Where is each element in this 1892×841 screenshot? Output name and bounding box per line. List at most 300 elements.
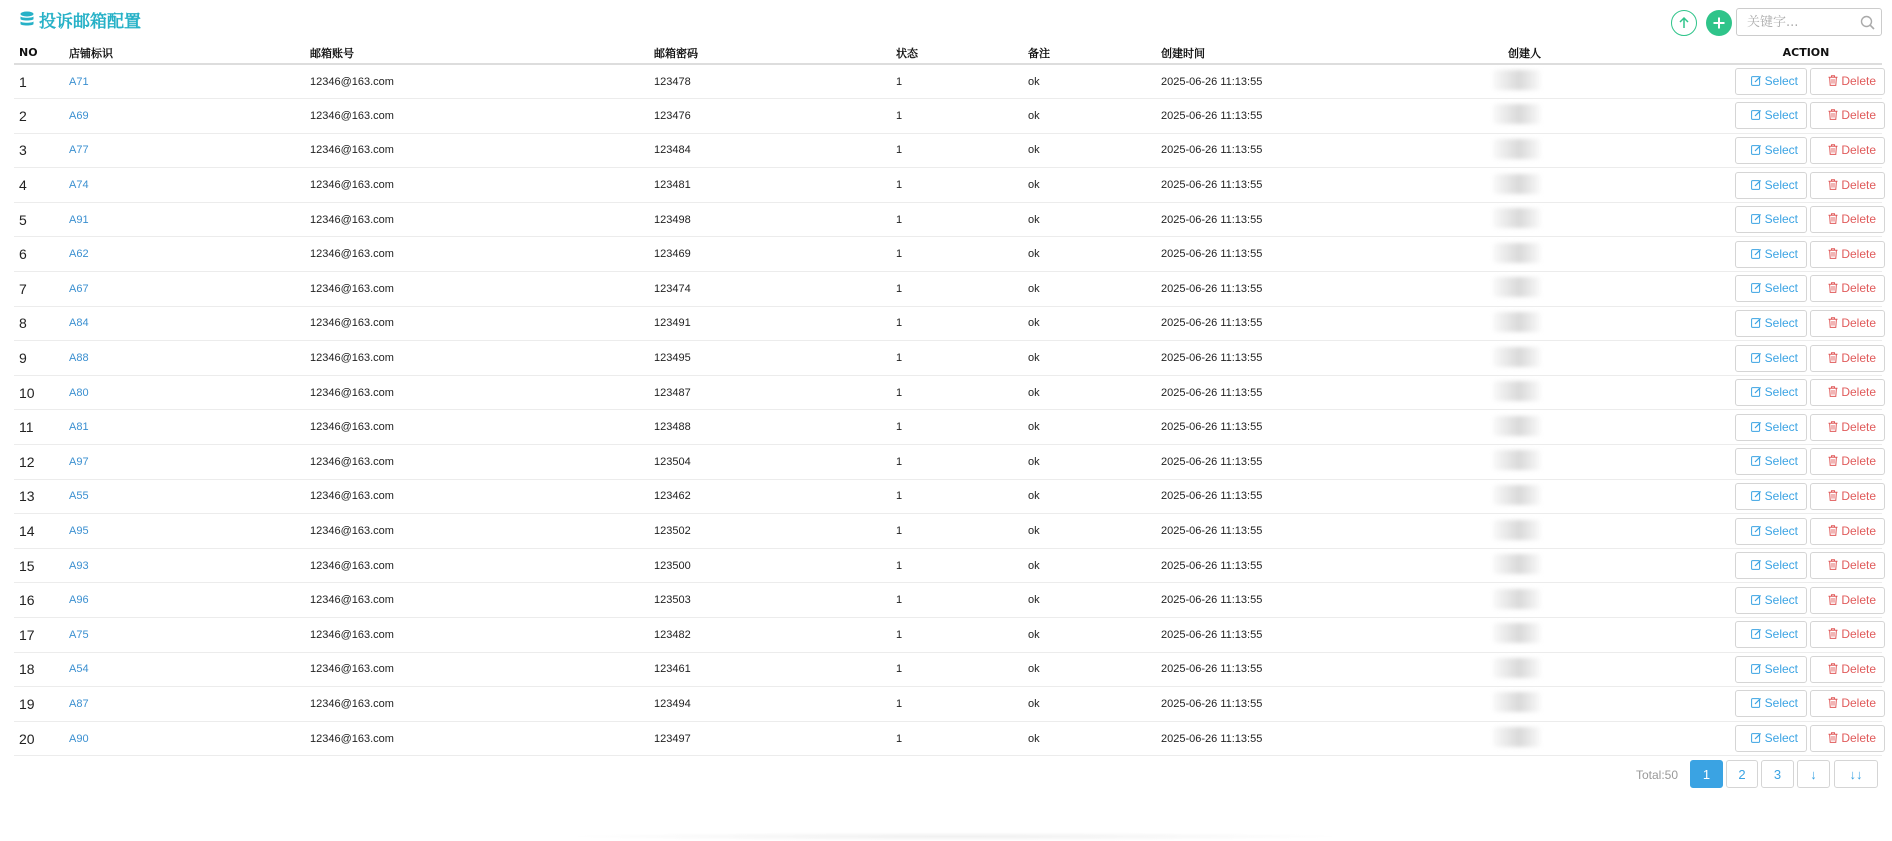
shop-link[interactable]: A55 (69, 490, 89, 503)
cell-no: 3 (14, 133, 64, 168)
page-title (19, 7, 141, 32)
cell-shop (64, 64, 305, 99)
column-header-email: 邮箱账号 (305, 42, 649, 64)
cell-creator (1500, 548, 1730, 583)
cell-creator (1500, 99, 1730, 134)
cell-action (1730, 652, 1882, 687)
edit-icon (1751, 525, 1762, 536)
cell-creator (1500, 687, 1730, 722)
cell-remark: ok (1023, 687, 1156, 722)
creator-redacted (1493, 589, 1541, 609)
delete-button[interactable] (1810, 310, 1885, 337)
cell-shop (64, 514, 305, 549)
cell-no: 11 (14, 410, 64, 445)
page-title-text: 投诉邮箱配置 (39, 12, 141, 32)
cell-creator (1500, 583, 1730, 618)
delete-button[interactable] (1810, 656, 1885, 683)
shop-link[interactable]: A95 (69, 525, 89, 538)
column-header-status: 状态 (891, 42, 1023, 64)
database-icon (19, 11, 35, 29)
delete-button[interactable] (1810, 483, 1885, 510)
table-row (14, 272, 1882, 307)
cell-action (1730, 375, 1882, 410)
cell-created-time: 2025-06-26 11:13:55 (1156, 202, 1500, 237)
cell-email: 12346@163.com (305, 445, 649, 480)
cell-email: 12346@163.com (305, 341, 649, 376)
column-header-created-time: 创建时间 (1156, 42, 1500, 64)
cell-email: 12346@163.com (305, 687, 649, 722)
creator-redacted (1493, 347, 1541, 367)
cell-remark: ok (1023, 306, 1156, 341)
cell-shop (64, 479, 305, 514)
cell-remark: ok (1023, 445, 1156, 480)
table-row (14, 687, 1882, 722)
delete-label: Delete (1841, 385, 1876, 400)
trash-icon (1828, 490, 1838, 501)
select-label: Select (1764, 212, 1798, 227)
select-button[interactable] (1735, 206, 1807, 233)
cell-no: 6 (14, 237, 64, 272)
select-button[interactable] (1735, 102, 1807, 129)
trash-icon (1828, 282, 1838, 293)
edit-icon (1751, 248, 1762, 259)
shop-link[interactable]: A90 (69, 732, 89, 745)
cell-shop (64, 341, 305, 376)
cell-created-time: 2025-06-26 11:13:55 (1156, 548, 1500, 583)
trash-icon (1828, 75, 1838, 86)
shop-link[interactable]: A91 (69, 213, 89, 226)
shop-link[interactable]: A75 (69, 628, 89, 641)
cell-password: 123462 (649, 479, 891, 514)
cell-creator (1500, 479, 1730, 514)
upload-button[interactable] (1671, 10, 1697, 36)
cell-email: 12346@163.com (305, 375, 649, 410)
cell-creator (1500, 410, 1730, 445)
cell-password: 123461 (649, 652, 891, 687)
trash-icon (1828, 317, 1838, 328)
cell-action (1730, 272, 1882, 307)
cell-action (1730, 687, 1882, 722)
cell-creator (1500, 341, 1730, 376)
select-label: Select (1764, 661, 1798, 676)
edit-icon (1751, 352, 1762, 363)
cell-remark: ok (1023, 202, 1156, 237)
cell-shop (64, 375, 305, 410)
cell-created-time: 2025-06-26 11:13:55 (1156, 687, 1500, 722)
delete-button[interactable] (1810, 172, 1885, 199)
cell-created-time: 2025-06-26 11:13:55 (1156, 168, 1500, 203)
creator-redacted (1493, 208, 1541, 228)
shop-link[interactable]: A80 (69, 386, 89, 399)
page-button-3[interactable]: 3 (1761, 760, 1794, 788)
cell-shop (64, 583, 305, 618)
edit-icon (1751, 109, 1762, 120)
edit-icon (1751, 455, 1762, 466)
cell-shop (64, 168, 305, 203)
cell-password: 123495 (649, 341, 891, 376)
delete-label: Delete (1841, 177, 1876, 192)
cell-no: 20 (14, 721, 64, 756)
delete-button[interactable] (1810, 690, 1885, 717)
cell-password: 123491 (649, 306, 891, 341)
select-label: Select (1764, 454, 1798, 469)
cell-status: 1 (891, 306, 1023, 341)
cell-password: 123494 (649, 687, 891, 722)
select-button[interactable] (1735, 621, 1807, 648)
cell-status: 1 (891, 583, 1023, 618)
delete-button[interactable] (1810, 587, 1885, 614)
trash-icon (1828, 213, 1838, 224)
last-page-button[interactable]: ↓↓ (1834, 760, 1878, 788)
edit-icon (1751, 386, 1762, 397)
edit-icon (1751, 628, 1762, 639)
delete-label: Delete (1841, 488, 1876, 503)
shop-link[interactable]: A97 (69, 455, 89, 468)
select-button[interactable] (1735, 172, 1807, 199)
cell-password: 123487 (649, 375, 891, 410)
cell-creator (1500, 514, 1730, 549)
cell-email: 12346@163.com (305, 548, 649, 583)
cell-no: 12 (14, 445, 64, 480)
trash-icon (1828, 144, 1838, 155)
select-label: Select (1764, 385, 1798, 400)
edit-icon (1751, 490, 1762, 501)
cell-shop (64, 99, 305, 134)
cell-creator (1500, 721, 1730, 756)
search-icon[interactable] (1860, 15, 1875, 30)
cell-password: 123497 (649, 721, 891, 756)
trash-icon (1828, 594, 1838, 605)
cell-shop (64, 237, 305, 272)
cell-creator (1500, 272, 1730, 307)
delete-label: Delete (1841, 419, 1876, 434)
creator-redacted (1493, 727, 1541, 747)
delete-button[interactable] (1810, 621, 1885, 648)
trash-icon (1828, 248, 1838, 259)
delete-label: Delete (1841, 523, 1876, 538)
cell-created-time: 2025-06-26 11:13:55 (1156, 583, 1500, 618)
delete-button[interactable] (1810, 102, 1885, 129)
delete-button[interactable] (1810, 414, 1885, 441)
search-box (1736, 8, 1882, 36)
cell-creator (1500, 133, 1730, 168)
edit-icon (1751, 317, 1762, 328)
cell-action (1730, 341, 1882, 376)
cell-email: 12346@163.com (305, 410, 649, 445)
delete-button[interactable] (1810, 345, 1885, 372)
cell-remark: ok (1023, 272, 1156, 307)
shop-link[interactable]: A84 (69, 317, 89, 330)
cell-status: 1 (891, 133, 1023, 168)
delete-button[interactable] (1810, 137, 1885, 164)
edit-icon (1751, 663, 1762, 674)
cell-email: 12346@163.com (305, 618, 649, 653)
trash-icon (1828, 455, 1838, 466)
plus-icon (1712, 16, 1726, 30)
cell-email: 12346@163.com (305, 652, 649, 687)
delete-label: Delete (1841, 592, 1876, 607)
select-button[interactable] (1735, 690, 1807, 717)
cell-status: 1 (891, 618, 1023, 653)
select-button[interactable] (1735, 275, 1807, 302)
delete-button[interactable] (1810, 448, 1885, 475)
cell-email: 12346@163.com (305, 64, 649, 99)
delete-label: Delete (1841, 454, 1876, 469)
cell-no: 17 (14, 618, 64, 653)
select-button[interactable] (1735, 345, 1807, 372)
cell-no: 7 (14, 272, 64, 307)
cell-password: 123503 (649, 583, 891, 618)
select-button[interactable] (1735, 725, 1807, 752)
cell-status: 1 (891, 202, 1023, 237)
delete-button[interactable] (1810, 379, 1885, 406)
cell-action (1730, 583, 1882, 618)
table-row (14, 721, 1882, 756)
cell-email: 12346@163.com (305, 583, 649, 618)
cell-remark: ok (1023, 375, 1156, 410)
cell-action (1730, 410, 1882, 445)
cell-shop (64, 652, 305, 687)
cell-shop (64, 687, 305, 722)
cell-created-time: 2025-06-26 11:13:55 (1156, 514, 1500, 549)
cell-status: 1 (891, 237, 1023, 272)
column-header-remark: 备注 (1023, 42, 1156, 64)
page-button-2[interactable]: 2 (1726, 760, 1758, 788)
select-button[interactable] (1735, 241, 1807, 268)
select-button[interactable] (1735, 379, 1807, 406)
cell-status: 1 (891, 410, 1023, 445)
cell-status: 1 (891, 721, 1023, 756)
select-label: Select (1764, 315, 1798, 330)
cell-created-time: 2025-06-26 11:13:55 (1156, 721, 1500, 756)
cell-remark: ok (1023, 479, 1156, 514)
select-button[interactable] (1735, 656, 1807, 683)
delete-label: Delete (1841, 696, 1876, 711)
cell-remark: ok (1023, 721, 1156, 756)
cell-created-time: 2025-06-26 11:13:55 (1156, 479, 1500, 514)
cell-creator (1500, 618, 1730, 653)
cell-remark: ok (1023, 410, 1156, 445)
cell-action (1730, 721, 1882, 756)
cell-password: 123504 (649, 445, 891, 480)
column-header-creator: 创建人 (1500, 42, 1730, 64)
shop-link[interactable]: A74 (69, 179, 89, 192)
select-button[interactable] (1735, 587, 1807, 614)
delete-label: Delete (1841, 281, 1876, 296)
table-row (14, 548, 1882, 583)
creator-redacted (1493, 416, 1541, 436)
shop-link[interactable]: A67 (69, 282, 89, 295)
creator-redacted (1493, 70, 1541, 90)
cell-shop (64, 202, 305, 237)
cell-email: 12346@163.com (305, 514, 649, 549)
cell-email: 12346@163.com (305, 133, 649, 168)
cell-status: 1 (891, 272, 1023, 307)
column-header-shop: 店铺标识 (64, 42, 305, 64)
delete-label: Delete (1841, 661, 1876, 676)
delete-label: Delete (1841, 350, 1876, 365)
cell-password: 123469 (649, 237, 891, 272)
cell-no: 5 (14, 202, 64, 237)
select-label: Select (1764, 108, 1798, 123)
delete-button[interactable] (1810, 241, 1885, 268)
select-label: Select (1764, 350, 1798, 365)
cell-password: 123474 (649, 272, 891, 307)
table-row (14, 237, 1882, 272)
edit-icon (1751, 282, 1762, 293)
cell-email: 12346@163.com (305, 168, 649, 203)
cell-email: 12346@163.com (305, 721, 649, 756)
shop-link[interactable]: A81 (69, 421, 89, 434)
select-button[interactable] (1735, 518, 1807, 545)
cell-created-time: 2025-06-26 11:13:55 (1156, 618, 1500, 653)
cell-password: 123478 (649, 64, 891, 99)
cell-creator (1500, 202, 1730, 237)
trash-icon (1828, 179, 1838, 190)
trash-icon (1828, 386, 1838, 397)
cell-action (1730, 99, 1882, 134)
select-button[interactable] (1735, 68, 1807, 95)
delete-button[interactable] (1810, 275, 1885, 302)
creator-redacted (1493, 554, 1541, 574)
total-count: Total:50 (1636, 768, 1679, 782)
cell-remark: ok (1023, 583, 1156, 618)
column-header-action: ACTION (1730, 42, 1882, 64)
column-header-no: NO (14, 42, 64, 64)
cell-email: 12346@163.com (305, 237, 649, 272)
cell-creator (1500, 168, 1730, 203)
cell-remark: ok (1023, 168, 1156, 203)
cell-remark: ok (1023, 64, 1156, 99)
select-button[interactable] (1735, 483, 1807, 510)
cell-shop (64, 410, 305, 445)
cell-shop (64, 445, 305, 480)
shop-link[interactable]: A88 (69, 352, 89, 365)
shop-link[interactable]: A93 (69, 559, 89, 572)
table-row (14, 618, 1882, 653)
cell-shop (64, 133, 305, 168)
creator-redacted (1493, 450, 1541, 470)
cell-creator (1500, 306, 1730, 341)
shop-link[interactable]: A96 (69, 594, 89, 607)
cell-creator (1500, 237, 1730, 272)
select-button[interactable] (1735, 414, 1807, 441)
shop-link[interactable]: A87 (69, 697, 89, 710)
select-label: Select (1764, 627, 1798, 642)
arrow-up-icon (1677, 16, 1691, 30)
select-label: Select (1764, 592, 1798, 607)
edit-icon (1751, 732, 1762, 743)
delete-button[interactable] (1810, 518, 1885, 545)
shop-link[interactable]: A62 (69, 248, 89, 261)
shop-link[interactable]: A77 (69, 144, 89, 157)
delete-label: Delete (1841, 108, 1876, 123)
creator-redacted (1493, 139, 1541, 159)
creator-redacted (1493, 485, 1541, 505)
delete-button[interactable] (1810, 725, 1885, 752)
cell-created-time: 2025-06-26 11:13:55 (1156, 306, 1500, 341)
creator-redacted (1493, 104, 1541, 124)
cell-status: 1 (891, 168, 1023, 203)
cell-no: 18 (14, 652, 64, 687)
delete-label: Delete (1841, 558, 1876, 573)
table-row (14, 583, 1882, 618)
cell-email: 12346@163.com (305, 479, 649, 514)
creator-redacted (1493, 520, 1541, 540)
cell-status: 1 (891, 341, 1023, 376)
cell-created-time: 2025-06-26 11:13:55 (1156, 64, 1500, 99)
edit-icon (1751, 179, 1762, 190)
cell-action (1730, 445, 1882, 480)
delete-button[interactable] (1810, 206, 1885, 233)
cell-remark: ok (1023, 341, 1156, 376)
cell-no: 1 (14, 64, 64, 99)
cell-status: 1 (891, 445, 1023, 480)
cell-email: 12346@163.com (305, 306, 649, 341)
table-row (14, 410, 1882, 445)
edit-icon (1751, 421, 1762, 432)
cell-no: 4 (14, 168, 64, 203)
select-label: Select (1764, 488, 1798, 503)
trash-icon (1828, 697, 1838, 708)
delete-label: Delete (1841, 142, 1876, 157)
cell-status: 1 (891, 548, 1023, 583)
edit-icon (1751, 75, 1762, 86)
search-input[interactable] (1737, 9, 1857, 35)
select-label: Select (1764, 523, 1798, 538)
cell-shop (64, 306, 305, 341)
table-row (14, 445, 1882, 480)
cell-email: 12346@163.com (305, 202, 649, 237)
delete-label: Delete (1841, 627, 1876, 642)
cell-email: 12346@163.com (305, 272, 649, 307)
table-row (14, 479, 1882, 514)
cell-remark: ok (1023, 133, 1156, 168)
select-button[interactable] (1735, 552, 1807, 579)
cell-no: 8 (14, 306, 64, 341)
cell-status: 1 (891, 514, 1023, 549)
cell-created-time: 2025-06-26 11:13:55 (1156, 652, 1500, 687)
delete-button[interactable] (1810, 68, 1885, 95)
select-button[interactable] (1735, 137, 1807, 164)
page-button-1[interactable]: 1 (1690, 760, 1723, 788)
shop-link[interactable]: A54 (69, 663, 89, 676)
creator-redacted (1493, 692, 1541, 712)
cell-action (1730, 64, 1882, 99)
delete-label: Delete (1841, 246, 1876, 261)
delete-button[interactable] (1810, 552, 1885, 579)
next-page-button[interactable]: ↓ (1797, 760, 1830, 788)
shop-link[interactable]: A69 (69, 109, 89, 122)
cell-remark: ok (1023, 237, 1156, 272)
cell-created-time: 2025-06-26 11:13:55 (1156, 410, 1500, 445)
cell-password: 123481 (649, 168, 891, 203)
select-button[interactable] (1735, 448, 1807, 475)
trash-icon (1828, 421, 1838, 432)
trash-icon (1828, 732, 1838, 743)
mailbox-table (14, 42, 1882, 756)
edit-icon (1751, 559, 1762, 570)
cell-no: 13 (14, 479, 64, 514)
shop-link[interactable]: A71 (69, 75, 89, 88)
table-row (14, 375, 1882, 410)
cell-action (1730, 514, 1882, 549)
table-row (14, 341, 1882, 376)
cell-action (1730, 237, 1882, 272)
trash-icon (1828, 628, 1838, 639)
add-button[interactable] (1706, 10, 1732, 36)
select-button[interactable] (1735, 310, 1807, 337)
